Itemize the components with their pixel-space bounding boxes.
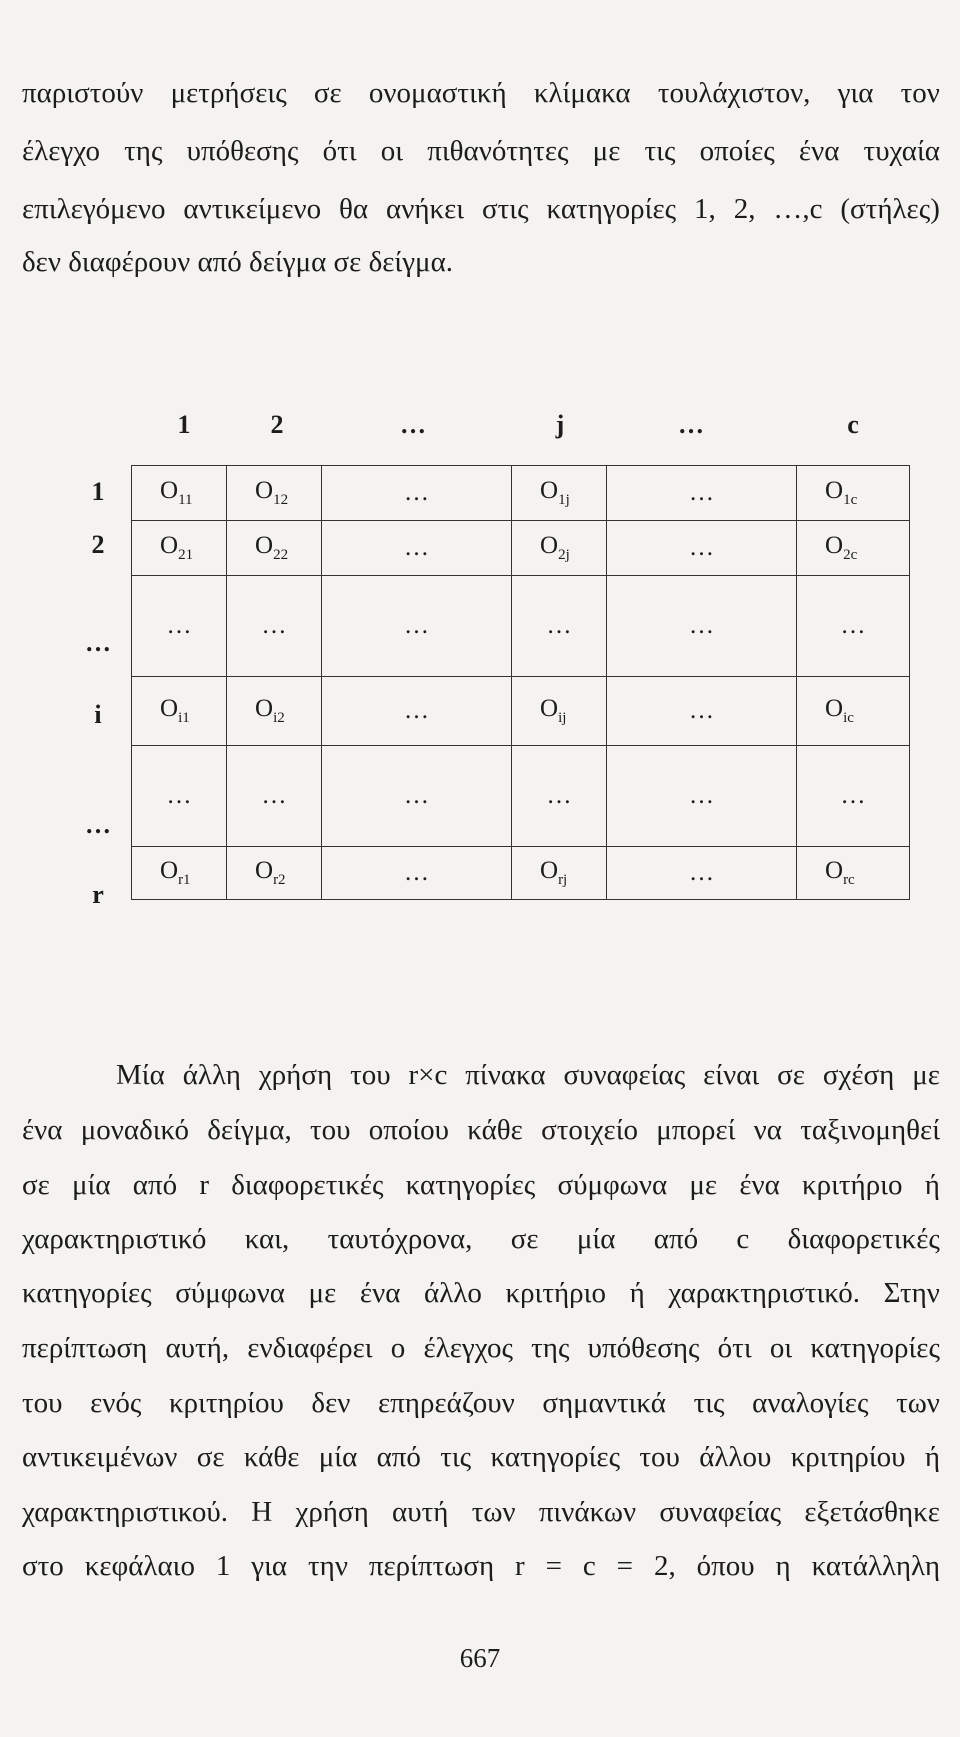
word: της — [124, 135, 163, 167]
word: σε — [196, 1441, 225, 1473]
word: στοιχείο — [541, 1114, 639, 1146]
word: κατηγορίες — [405, 1169, 536, 1201]
cell-subscript: r2 — [273, 872, 286, 888]
word: ενός — [90, 1387, 142, 1419]
table-cell: $O_{r1}$ — [132, 847, 227, 900]
word: άλλη — [182, 1059, 241, 1091]
table-cell: … — [322, 847, 512, 900]
word: …,c — [773, 193, 823, 225]
word: μοναδικό — [80, 1114, 190, 1146]
table-cell: $O_{12}$ — [227, 466, 322, 521]
row-label: 2 — [91, 530, 105, 559]
cell-subscript: 1j — [558, 492, 570, 508]
table-row — [132, 466, 910, 521]
table-cell: … — [607, 677, 797, 746]
text-line — [22, 192, 940, 226]
word: είναι — [703, 1059, 760, 1091]
page-number: 667 — [459, 1643, 501, 1673]
text-line — [22, 1549, 940, 1583]
text-line — [22, 1495, 940, 1529]
word: αντικείμενο — [183, 193, 322, 225]
table-cell: … — [797, 746, 910, 847]
word: από — [653, 1223, 699, 1255]
table-cell: … — [322, 521, 512, 576]
word: 1 — [215, 1550, 231, 1582]
word: από — [376, 1441, 421, 1473]
word: οποίου — [368, 1114, 449, 1146]
word: σε — [22, 1169, 50, 1201]
word: r — [199, 1169, 209, 1201]
table-cell: $O_{r2}$ — [227, 847, 322, 900]
text-line: δεν διαφέρουν από δείγμα σε δείγμα. — [22, 246, 454, 278]
word: r — [515, 1550, 525, 1582]
table-cell: … — [607, 521, 797, 576]
table-cell: $O_{ij}$ — [512, 677, 607, 746]
word: τον — [900, 77, 940, 109]
word: τις — [693, 1387, 725, 1419]
word: σε — [510, 1223, 539, 1255]
word: ταυτόχρονα, — [327, 1223, 473, 1255]
table-cell: $O_{i1}$ — [132, 677, 227, 746]
text-line — [22, 1222, 940, 1256]
word: τουλάχιστον, — [657, 77, 811, 109]
cell-subscript: rc — [843, 872, 855, 888]
word: ταξινομηθεί — [800, 1114, 940, 1146]
table-cell: $O_{11}$ — [132, 466, 227, 521]
table-cell: … — [512, 746, 607, 847]
word: 1, — [694, 193, 716, 225]
word: σύμφωνα — [557, 1169, 668, 1201]
word: κατάλληλη — [811, 1550, 940, 1582]
word: των — [471, 1496, 516, 1528]
word: άλλο — [424, 1277, 482, 1309]
word: δείγμα, — [207, 1114, 292, 1146]
word: υπόθεσης — [186, 135, 299, 167]
cell-subscript: 12 — [273, 492, 289, 508]
word: με — [592, 135, 621, 167]
word: να — [753, 1114, 782, 1146]
word: συναφείας — [659, 1496, 782, 1528]
word: χρήση — [258, 1059, 333, 1091]
cell-subscript: ic — [843, 710, 854, 726]
word: μία — [576, 1223, 616, 1255]
word: ο — [390, 1332, 406, 1364]
word: κριτηρίου — [790, 1441, 906, 1473]
word: ένα — [739, 1169, 780, 1201]
word: ή — [629, 1277, 645, 1309]
table-cell: … — [607, 746, 797, 847]
word: χαρακτηριστικού. — [22, 1496, 228, 1528]
table-cell: $O_{rc}$ — [797, 847, 910, 900]
table-cell: $O_{1j}$ — [512, 466, 607, 521]
word: κάθε — [467, 1114, 523, 1146]
cell-subscript: 21 — [178, 547, 194, 563]
word: του — [309, 1114, 351, 1146]
column-header: 2 — [270, 410, 284, 439]
cell-subscript: i2 — [273, 710, 285, 726]
word: 2, — [653, 1550, 676, 1582]
word: τις — [644, 135, 676, 167]
word: = — [545, 1550, 562, 1582]
word: του — [350, 1059, 391, 1091]
word: αντικειμένων — [22, 1441, 178, 1473]
cell-subscript: 11 — [178, 492, 193, 508]
row-label: … — [85, 628, 111, 657]
text-line — [22, 76, 940, 110]
word: οι — [769, 1332, 793, 1364]
table-cell: $O_{ic}$ — [797, 677, 910, 746]
word: η — [775, 1550, 791, 1582]
word: σύμφωνα — [175, 1277, 285, 1309]
word: c — [736, 1223, 750, 1255]
contingency-table — [131, 465, 910, 900]
word: διαφορετικές — [231, 1169, 384, 1201]
word: διαφορετικές — [787, 1223, 940, 1255]
table-cell: … — [132, 576, 227, 677]
word: του — [639, 1441, 680, 1473]
word: περίπτωση — [22, 1332, 148, 1364]
table-cell: … — [322, 466, 512, 521]
word: σε — [777, 1059, 805, 1091]
table-row — [132, 746, 910, 847]
table-row — [132, 521, 910, 576]
word: αναλογίες — [752, 1387, 869, 1419]
text-line — [22, 1331, 940, 1365]
cell-subscript: 2c — [843, 547, 858, 563]
table-cell: … — [322, 576, 512, 677]
word: c — [582, 1550, 596, 1582]
table-cell: … — [797, 576, 910, 677]
table-row — [132, 847, 910, 900]
word: χαρακτηριστικό — [22, 1223, 207, 1255]
cell-subscript: 1c — [843, 492, 858, 508]
table-cell: $O_{2j}$ — [512, 521, 607, 576]
word: με — [689, 1169, 718, 1201]
word: στις — [482, 193, 529, 225]
word: κριτηρίου — [168, 1387, 284, 1419]
table-cell: … — [512, 576, 607, 677]
word: μία — [318, 1441, 358, 1473]
word: ή — [924, 1441, 940, 1473]
row-label: … — [85, 810, 111, 839]
word: σημαντικά — [542, 1387, 666, 1419]
word: σε — [313, 77, 342, 109]
table-cell: $O_{22}$ — [227, 521, 322, 576]
word: θα — [339, 193, 369, 225]
word: κατηγορίες — [490, 1441, 621, 1473]
word: (στήλες) — [840, 193, 940, 225]
table-cell: … — [607, 466, 797, 521]
text-line — [22, 1113, 940, 1147]
word: επηρεάζουν — [377, 1387, 515, 1419]
word: κλίμακα — [533, 77, 631, 109]
table-cell: $O_{2c}$ — [797, 521, 910, 576]
cell-subscript: r1 — [178, 872, 191, 888]
word: χαρακτηριστικό. — [668, 1277, 860, 1309]
word: πιθανότητες — [427, 135, 569, 167]
word: έλεγχος — [423, 1332, 513, 1364]
word: τυχαία — [863, 135, 940, 167]
word: υπόθεσης — [587, 1332, 700, 1364]
word: κεφάλαιο — [84, 1550, 195, 1582]
word: αυτή — [392, 1496, 449, 1528]
word: για — [251, 1550, 288, 1582]
text-line — [22, 1058, 940, 1092]
table-cell: … — [607, 576, 797, 677]
word: της — [531, 1332, 570, 1364]
text-line — [22, 134, 940, 168]
word: ενδιαφέρει — [247, 1332, 373, 1364]
word: επιλεγόμενο — [22, 193, 166, 225]
word: = — [616, 1550, 634, 1582]
word: Μία — [116, 1059, 165, 1091]
word: r×c — [408, 1059, 448, 1091]
word: ένα — [22, 1114, 63, 1146]
word: χρήση — [295, 1496, 369, 1528]
word: κάθε — [243, 1441, 300, 1473]
table-cell: … — [227, 746, 322, 847]
word: από — [132, 1169, 178, 1201]
cell-subscript: ij — [558, 710, 567, 726]
column-header: j — [555, 410, 565, 439]
row-label: r — [92, 880, 104, 909]
word: οποίες — [699, 135, 775, 167]
table-cell: $O_{rj}$ — [512, 847, 607, 900]
word: δεν — [311, 1387, 351, 1419]
word: ανήκει — [386, 193, 465, 225]
word: κριτήριο — [802, 1169, 903, 1201]
word: 2, — [733, 193, 756, 225]
table-cell: $O_{1c}$ — [797, 466, 910, 521]
word: στο — [22, 1550, 64, 1582]
word: κατηγορίες — [810, 1332, 940, 1364]
word: περίπτωση — [368, 1550, 495, 1582]
table-cell: … — [607, 847, 797, 900]
column-header: c — [847, 410, 859, 439]
table-row — [132, 677, 910, 746]
word: συναφείας — [563, 1059, 686, 1091]
word: σχέση — [822, 1059, 895, 1091]
word: μπορεί — [656, 1114, 736, 1146]
column-header: 1 — [177, 410, 191, 439]
row-label: 1 — [91, 477, 105, 506]
word: των — [896, 1387, 940, 1419]
row-label: i — [94, 700, 102, 729]
column-header: … — [678, 410, 704, 439]
word: ότι — [717, 1332, 752, 1364]
word: κατηγορίες — [22, 1277, 152, 1309]
text-line — [22, 1386, 940, 1420]
column-header: … — [400, 410, 426, 439]
word: Στην — [883, 1277, 940, 1309]
word: κατηγορίες — [546, 193, 677, 225]
text-line — [22, 1440, 940, 1474]
word: πινάκων — [538, 1496, 637, 1528]
cell-subscript: i1 — [178, 710, 190, 726]
cell-subscript: rj — [558, 872, 568, 888]
text-line — [22, 1276, 940, 1310]
word: μετρήσεις — [170, 77, 287, 109]
word: οι — [380, 135, 404, 167]
word: ότι — [322, 135, 357, 167]
table-cell: $O_{21}$ — [132, 521, 227, 576]
table-cell: … — [322, 746, 512, 847]
table-cell: … — [322, 677, 512, 746]
word: εξετάσθηκε — [804, 1496, 940, 1528]
word: παριστούν — [22, 77, 144, 109]
word: ή — [924, 1169, 940, 1201]
word: για — [837, 77, 874, 109]
table-cell: … — [227, 576, 322, 677]
word: ονομαστική — [368, 77, 507, 109]
table-row — [132, 576, 910, 677]
word: Η — [251, 1496, 273, 1528]
word: έλεγχο — [22, 135, 100, 167]
word: όπου — [696, 1550, 755, 1582]
word: και, — [244, 1223, 290, 1255]
word: μία — [72, 1169, 111, 1201]
word: πίνακα — [465, 1059, 546, 1091]
word: την — [308, 1550, 348, 1582]
word: με — [308, 1277, 337, 1309]
word: του — [22, 1387, 63, 1419]
cell-subscript: 22 — [273, 547, 289, 563]
cell-subscript: 2j — [558, 547, 570, 563]
text-line — [22, 1168, 940, 1202]
word: ένα — [359, 1277, 401, 1309]
table-cell: … — [132, 746, 227, 847]
word: κριτήριο — [505, 1277, 606, 1309]
table-cell: $O_{i2}$ — [227, 677, 322, 746]
word: τις — [440, 1441, 472, 1473]
word: με — [912, 1059, 940, 1091]
word: άλλου — [699, 1441, 772, 1473]
word: ένα — [798, 135, 840, 167]
word: αυτή, — [165, 1332, 230, 1364]
